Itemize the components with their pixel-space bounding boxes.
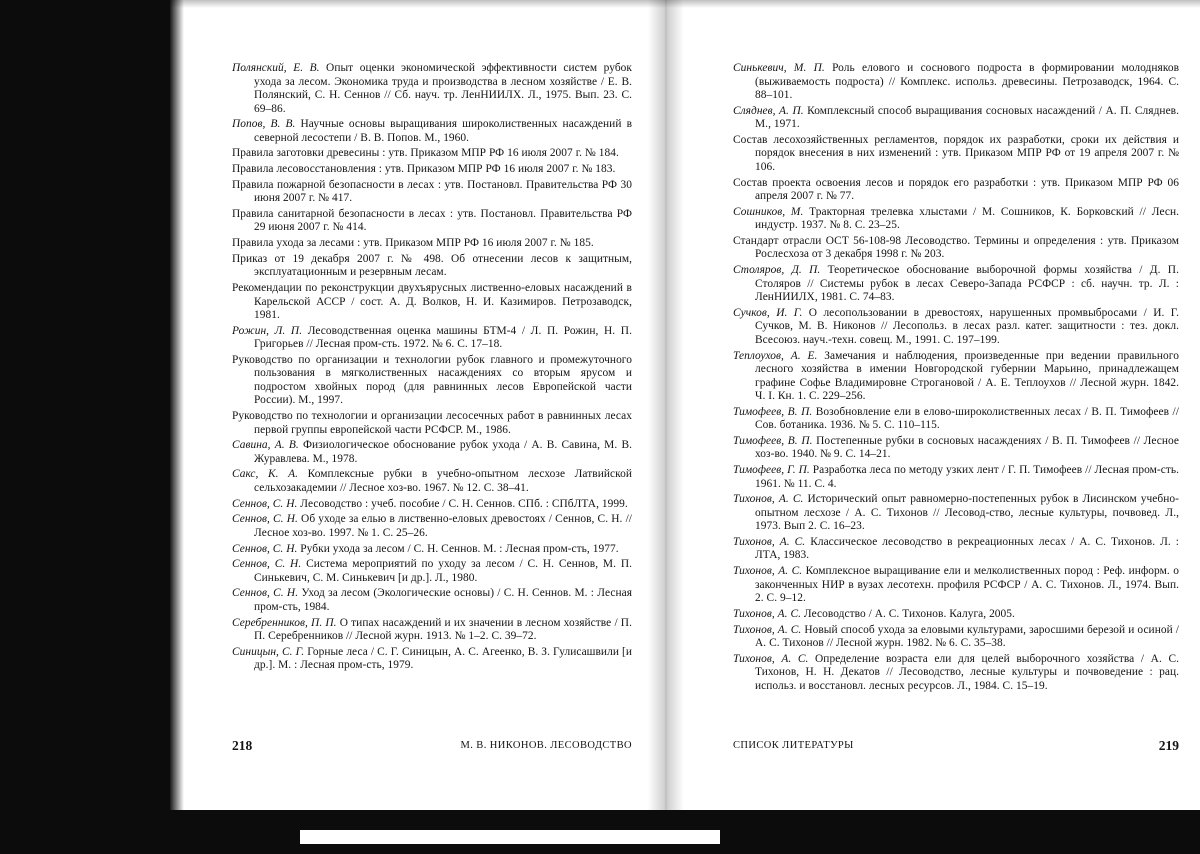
bibliography-entry <box>733 264 1179 305</box>
entry-author: Теплоухов, А. Е. <box>733 349 818 362</box>
bibliography-entry <box>733 624 1179 651</box>
left-page-bibliography <box>232 62 632 675</box>
entry-text: Опыт оценки экономической эффективности систем рубок ухода за лесом. Экономика труда и производства в лесном хозяйстве / Е. В. Полянский, С. Н. Сеннов // Сб. науч. тр. ЛенНИИЛХ. Л., 1975. Вып. 23. С. 69–86. <box>254 62 632 115</box>
entry-text: Лесоводство : учеб. пособие / С. Н. Сеннов. СПб. : СПбЛТА, 1999. <box>297 497 628 510</box>
bibliography-entry <box>733 653 1179 694</box>
entry-author: Тимофеев, В. П. <box>733 405 813 418</box>
bibliography-entry <box>232 179 632 206</box>
entry-author: Тихонов, А. С. <box>733 565 803 578</box>
bibliography-entry <box>232 118 632 145</box>
bibliography-entry <box>733 435 1179 462</box>
entry-text: Правила заготовки древесины : утв. Приказом МПР РФ 16 июля 2007 г. № 184. <box>232 147 619 160</box>
entry-author: Тихонов, А. С. <box>733 535 806 548</box>
entry-text: Замечания и наблюдения, произведенные при ведении правильного лесного хозяйства в имении Новгородской губернии Марьино, принадлежащем графине Софье Владимировне Строгановой / А. Е. Теплоухов // Лесной журн. 1842. Ч. I. Кн. 1. С. 229–256. <box>755 349 1179 402</box>
entry-text: Руководство по организации и технологии рубок главного и промежуточного пользования в мягколиственных насаждениях со вторым ярусом и подростом хвойных пород (для равнинных лесов Европейской части России). М., 1997. <box>232 353 632 407</box>
entry-author: Сляднев, А. П. <box>733 104 804 117</box>
bibliography-entry <box>733 406 1179 433</box>
entry-author: Тихонов, А. С. <box>733 623 802 636</box>
entry-author: Тихонов, А. С. <box>733 493 804 506</box>
bibliography-entry <box>232 439 632 466</box>
bibliography-entry <box>733 105 1179 132</box>
entry-text: Уход за лесом (Экологические основы) / С. Н. Сеннов. М. : Лесная пром-сть, 1984. <box>254 587 632 613</box>
entry-author: Попов, В. В. <box>232 118 296 131</box>
entry-text: Об уходе за елью в лиственно-еловых древостоях / Сеннов, С. Н. // Лесное хоз-во. 1997. № 1. С. 25–26. <box>254 513 632 539</box>
bibliography-entry <box>733 134 1179 175</box>
entry-text: О типах насаждений и их значении в лесном хозяйстве / П. П. Серебренников // Лесной журн. 1913. № 1–2. С. 39–72. <box>254 616 632 643</box>
entry-author: Тихонов, А. С. <box>733 607 802 620</box>
bibliography-entry <box>232 62 632 116</box>
bibliography-entry <box>733 493 1179 534</box>
entry-text: Горные леса / С. Г. Синицын, А. С. Агеенко, В. З. Гулисашвили [и др.]. М. : Лесная пром-сть, 1979. <box>254 645 632 672</box>
entry-text: Стандарт отрасли ОСТ 56-108-98 Лесоводство. Термины и определения : утв. Приказом Рослесхоза от 3 декабря 1998 г. № 203. <box>733 234 1179 261</box>
bibliography-entry <box>733 206 1179 233</box>
entry-text: Классическое лесоводство в рекреационных лесах / А. С. Тихонов. Л. : ЛТА, 1983. <box>755 535 1179 562</box>
entry-text: Руководство по технологии и организации лесосечных работ в равнинных лесах первой группы европейской части РСФСР. М., 1986. <box>232 410 632 436</box>
entry-text: Система мероприятий по уходу за лесом / С. Н. Сеннов, М. П. Синькевич, С. М. Синькевич [и др.]. Л., 1980. <box>254 558 633 584</box>
entry-text: О лесопользовании в древостоях, нарушенных промвыбросами / И. Г. Сучков, М. В. Никонов // Лесопольз. в лесах разл. катег. защитности : тез. докл. Всесоюз. науч.-техн. совещ. М., 1991. С. 197–199. <box>755 306 1180 346</box>
bibliography-entry <box>232 410 632 437</box>
entry-author: Сеннов, С. Н. <box>232 497 298 510</box>
entry-author: Савина, А. В. <box>232 439 299 452</box>
bibliography-entry <box>733 307 1179 348</box>
entry-author: Синькевич, М. П. <box>733 62 825 74</box>
entry-author: Сучков, И. Г. <box>733 306 803 319</box>
entry-text: Правила санитарной безопасности в лесах : утв. Постановл. Правительства РФ 29 июня 2007 г. № 414. <box>232 207 632 234</box>
entry-author: Тимофеев, Г. П. <box>733 464 810 477</box>
entry-text: Правила пожарной безопасности в лесах : утв. Постановл. Правительства РФ 30 июня 2007 г. № 417. <box>232 178 632 205</box>
bibliography-entry <box>733 62 1179 103</box>
entry-text: Лесоводственная оценка машины БТМ-4 / Л. П. Рожин, Н. П. Григорьев // Лесная пром-сть. 1972. № 6. С. 17–18. <box>254 324 632 351</box>
entry-author: Полянский, Е. В. <box>232 62 320 74</box>
running-head-left: М. В. НИКОНОВ. ЛЕСОВОДСТВО <box>460 740 632 751</box>
bibliography-entry <box>232 237 632 251</box>
entry-author: Тимофеев, В. П. <box>733 434 813 447</box>
entry-author: Сеннов, С. Н. <box>232 558 302 571</box>
entry-text: Новый способ ухода за еловыми культурами, заросшими березой и осиной / А. С. Тихонов // Лесной журн. 1982. № 6. С. 35–38. <box>755 623 1179 649</box>
entry-author: Столяров, Д. П. <box>733 264 821 277</box>
bibliography-entry <box>232 163 632 177</box>
scan-shadow-top <box>170 0 1200 8</box>
entry-text: Приказ от 19 декабря 2007 г. № 498. Об отнесении лесов к защитным, эксплуатационным и резервным лесам. <box>232 252 632 279</box>
entry-text: Тракторная трелевка хлыстами / М. Сошников, К. Борковский // Лесн. индустр. 1937. № 8. С. 23–25. <box>755 205 1179 232</box>
bibliography-entry <box>232 617 632 644</box>
entry-text: Определение возраста ели для целей выборочного хозяйства / А. С. Тихонов, Н. Н. Декатов // Лесоводство, лесные культуры и почвоведение : рац. использ. и восстановл. лесных ресурсов. Л., 1984. С. 15–19. <box>755 652 1179 692</box>
entry-text: Постепенные рубки в сосновых насаждениях / В. П. Тимофеев // Лесное хоз-во. 1940. № 9. С. 14–21. <box>755 434 1179 461</box>
bibliography-entry <box>232 468 632 495</box>
bibliography-entry <box>232 354 632 408</box>
entry-author: Рожин, Л. П. <box>232 324 303 337</box>
entry-author: Сошников, М. <box>733 205 804 218</box>
entry-text: Научные основы выращивания широколиственных насаждений в северной лесостепи / В. В. Попов. М., 1960. <box>254 118 632 144</box>
entry-text: Рекомендации по реконструкции двухъярусных лиственно-еловых насаждений в Карельской АССР / сост. А. Д. Волков, Н. И. Казимиров. Петрозаводск, 1981. <box>232 282 632 321</box>
entry-author: Сакс, К. А. <box>232 468 299 481</box>
bibliography-entry <box>232 208 632 235</box>
entry-text: Лесоводство / А. С. Тихонов. Калуга, 2005. <box>801 607 1015 620</box>
entry-text: Комплексный способ выращивания сосновых насаждений / А. П. Сляднев. М., 1971. <box>755 104 1179 131</box>
bibliography-entry <box>733 536 1179 563</box>
bibliography-entry <box>733 235 1179 262</box>
entry-author: Серебренников, П. П. <box>232 616 337 629</box>
bibliography-entry <box>232 587 632 614</box>
page-number-left: 218 <box>232 738 253 753</box>
entry-text: Правила ухода за лесами : утв. Приказом МПР РФ 16 июля 2007 г. № 185. <box>232 237 594 250</box>
bibliography-entry <box>232 646 632 673</box>
entry-text: Правила лесовосстановления : утв. Приказом МПР РФ 16 июля 2007 г. № 183. <box>232 163 616 176</box>
bibliography-entry <box>733 177 1179 204</box>
entry-author: Сеннов, С. Н. <box>232 587 299 600</box>
entry-text: Теоретическое обоснование выборочной формы хозяйства / Д. П. Столяров // Системы рубок в лесах Северо-Запада РСФСР : сб. научн. тр. Л. : ЛенНИИЛХ, 1981. С. 74–83. <box>755 264 1179 304</box>
scan-shadow-bottom <box>170 810 1200 854</box>
entry-author: Сеннов, С. Н. <box>232 542 298 555</box>
bibliography-entry <box>232 253 632 280</box>
entry-text: Физиологическое обоснование рубок ухода / А. В. Савина, М. В. Журавлева. М., 1978. <box>254 439 632 465</box>
bibliography-entry <box>232 498 632 512</box>
bibliography-entry <box>232 325 632 352</box>
entry-text: Рубки ухода за лесом / С. Н. Сеннов. М. : Лесная пром-сть, 1977. <box>297 542 619 555</box>
bibliography-entry <box>733 608 1179 622</box>
entry-text: Комплексное выращивание ели и мелколиственных пород : Реф. информ. о законченных НИР в вузах лесотехн. профиля РСФСР / А. С. Тихонов. Л., 1974. Вып. 2. С. 9–12. <box>755 565 1179 605</box>
scan-shadow-left <box>0 0 170 854</box>
book-gutter <box>648 0 684 854</box>
bibliography-entry <box>733 350 1179 404</box>
left-page-footer <box>232 738 632 758</box>
entry-text: Роль елового и соснового подроста в формировании молодняков (выживаемость подроста) // Комплекс. использ. древесины. Петрозаводск, 1964. С. 88–101. <box>755 62 1179 101</box>
entry-author: Синицын, С. Г. <box>232 645 305 658</box>
entry-author: Сеннов, С. Н. <box>232 513 298 526</box>
entry-author: Тихонов, А. С. <box>733 652 809 665</box>
bibliography-entry <box>232 513 632 540</box>
entry-text: Разработка леса по методу узких лент / Г. П. Тимофеев // Лесная пром-сть. 1961. № 11. С. 4. <box>755 464 1179 490</box>
bibliography-entry <box>232 282 632 323</box>
bibliography-entry <box>232 558 632 585</box>
entry-text: Исторический опыт равномерно-постепенных рубок в Лисинском учебно-опытном лесхозе / А. С. Тихонов // Лесовод-ство, лесные культуры, почвовед. Л., 1973. Вып 2. С. 16–23. <box>755 493 1179 533</box>
entry-text: Состав лесохозяйственных регламентов, порядок их разработки, сроки их действия и порядок внесения в них изменений : утв. Приказом МПР РФ от 19 апреля 2007 г. № 106. <box>733 133 1179 173</box>
right-page-footer <box>733 738 1179 758</box>
entry-text: Возобновление ели в елово-широколиственных лесах / В. П. Тимофеев // Сов. ботаника. 1936. № 5. С. 110–115. <box>755 405 1179 432</box>
entry-text: Комплексные рубки в учебно-опытном лесхозе Латвийской сельхозакадемии // Лесное хоз-во. 1967. № 12. С. 38–41. <box>254 468 632 494</box>
right-page-bibliography <box>733 62 1179 695</box>
page-number-right: 219 <box>1158 738 1179 753</box>
entry-text: Состав проекта освоения лесов и порядок его разработки : утв. Приказом МПР РФ 06 апреля 2007 г. № 77. <box>733 176 1179 203</box>
bibliography-entry <box>733 565 1179 606</box>
running-head-right: СПИСОК ЛИТЕРАТУРЫ <box>733 740 854 751</box>
bibliography-entry <box>733 464 1179 491</box>
bibliography-entry <box>232 147 632 161</box>
bibliography-entry <box>232 543 632 557</box>
scan-light-strip <box>300 830 720 844</box>
